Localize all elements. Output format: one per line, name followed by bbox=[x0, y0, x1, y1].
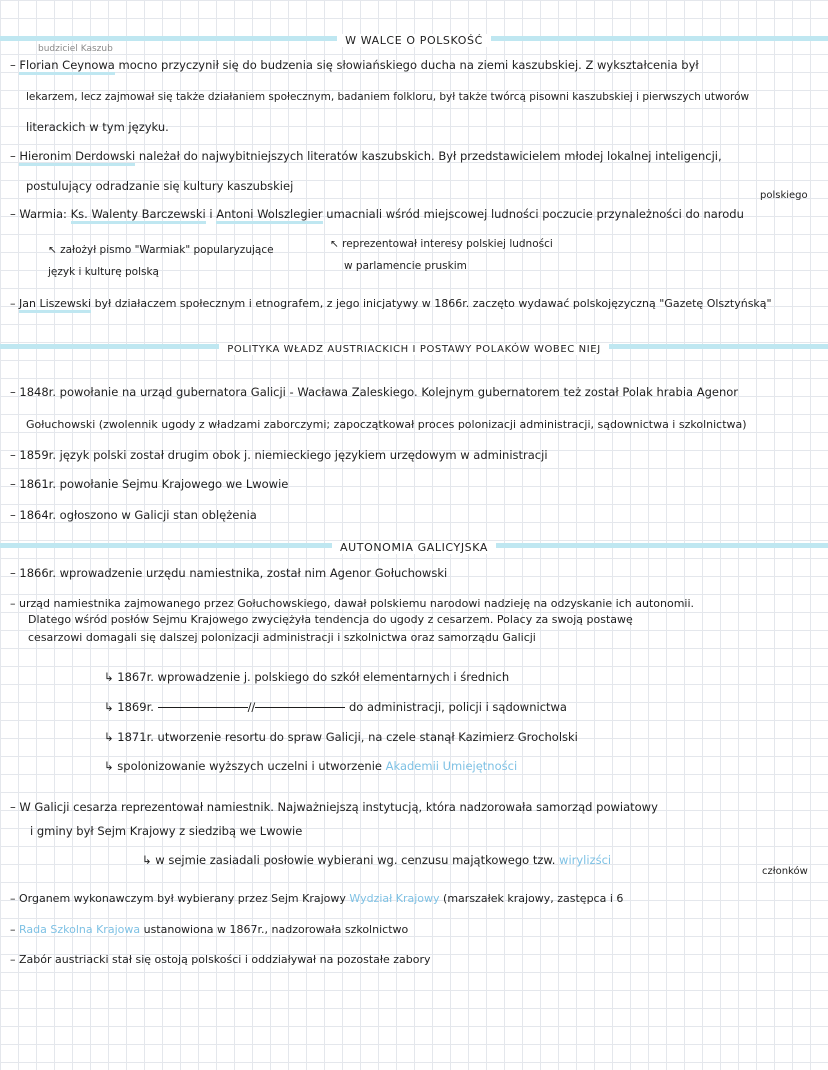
s3-c-text-3: Zabór austriacki stał się ostoją polskości i oddziaływał na pozostałe zabory bbox=[19, 953, 431, 966]
ditto-mark: // bbox=[247, 700, 256, 714]
heading-text: POLITYKA WŁADZ AUSTRIACKICH I POSTAWY POLAKÓW WOBEC NIEJ bbox=[219, 344, 609, 355]
s2-line-5: – 1864r. ogłoszono w Galicji stan oblężenia bbox=[10, 508, 257, 522]
arrow-item-1: ↳ 1867r. wprowadzenie j. polskiego do szkół elementarnych i średnich bbox=[104, 670, 510, 684]
heading-text: W WALCE O POLSKOŚĆ bbox=[337, 34, 491, 47]
s2-line-4: – 1861r. powołanie Sejmu Krajowego we Lwowie bbox=[10, 477, 289, 491]
note-left-2: język i kulturę polską bbox=[48, 266, 159, 278]
section-heading-w-walce bbox=[0, 28, 828, 50]
note-budziciel: budziciel Kaszub bbox=[38, 44, 113, 54]
note-left-text-1: założył pismo "Warmiak" popularyzujące bbox=[60, 244, 274, 256]
arrow-item-3: ↳ 1871r. utworzenie resortu do spraw Galicji, na czele stanął Kazimierz Grocholski bbox=[104, 730, 578, 744]
hieronim-line-1: – Hieronim Derdowski należał do najwybitniejszych literatów kaszubskich. Był przedstawicielem młodej lokalnej inteligencji, bbox=[10, 148, 722, 164]
s3-c-text-2: ustanowiona w 1867r., nadzorowała szkolnictwo bbox=[143, 923, 409, 936]
s3-c-line-1: – Organem wykonawczym był wybierany przez Sejm Krajowy Wydział Krajowy (marszałek krajowy, zastępca i 6 bbox=[10, 892, 624, 905]
ditto-line bbox=[255, 707, 345, 708]
section-heading-autonomia bbox=[0, 535, 828, 557]
s3-c-text-1-post: (marszałek krajowy, zastępca i 6 bbox=[443, 892, 624, 905]
warmia-label: Warmia: bbox=[19, 207, 67, 221]
s3-line-1: – 1866r. wprowadzenie urzędu namiestnika, został nim Agenor Gołuchowski bbox=[10, 566, 448, 580]
arrow-item-4: ↳ spolonizowanie wyższych uczelni i utworzenie Akademii Umiejętności bbox=[104, 759, 518, 773]
s3-c-line-2: – Rada Szkolna Krajowa ustanowiona w 1867r., nadzorowała szkolnictwo bbox=[10, 923, 409, 936]
ditto-line bbox=[158, 707, 248, 708]
wirylisci-term: wirylizści bbox=[559, 853, 612, 867]
s3-line-3: Dlatego wśród posłów Sejmu Krajowego zwyciężyła tendencja do ugody z cesarzem. Polacy za swoją postawę bbox=[28, 613, 633, 626]
florian-text-1: mocno przyczynił się do budzenia się słowiańskiego ducha na ziemi kaszubskiej. Z wykształcenia był bbox=[118, 58, 699, 72]
arrow-text-3: 1871r. utworzenie resortu do spraw Galicji, na czele stanął Kazimierz Grocholski bbox=[117, 730, 578, 744]
hieronim-line-2: postulujący odradzanie się kultury kaszubskiej bbox=[26, 179, 294, 193]
arrow-item-2: ↳ 1869r. // do administracji, policji i sądownictwa bbox=[104, 700, 567, 714]
hieronim-text-1: należał do najwybitniejszych literatów kaszubskich. Był przedstawicielem młodej lokalnej inteligencji, bbox=[138, 149, 722, 163]
s3-text-2: urząd namiestnika zajmowanego przez Gołuchowskiego, dawał polskiemu narodowi nadzieję na odzyskanie ich autonomii. bbox=[19, 597, 695, 610]
florian-line-2: lekarzem, lecz zajmował się także działaniem społecznym, badaniem folkloru, był także twórcą pisowni kaszubskiej i pierwszych utworów bbox=[26, 91, 750, 103]
s3-line-4: cesarzowi domagali się dalszej polonizacji administracji i szkolnictwa oraz samorządu Galicji bbox=[28, 631, 536, 644]
arrow-text-2: do administracji, policji i sądownictwa bbox=[348, 700, 567, 714]
warmia-text: umacniali wśród miejscowej ludności poczucie przynależności do narodu bbox=[326, 207, 744, 221]
jan-line: – Jan Liszewski był działaczem społecznym i etnografem, z jego inicjatywy w 1866r. zaczęto wydawać polskojęzyczną "Gazetę Olsztyńską" bbox=[10, 296, 772, 312]
s2-text-5: 1864r. ogłoszono w Galicji stan oblężenia bbox=[19, 508, 257, 522]
s3-b-text-3: w sejmie zasiadali posłowie wybierani wg. cenzusu majątkowego tzw. bbox=[155, 853, 556, 867]
arrow-text-4: spolonizowanie wyższych uczelni i utworzenie bbox=[117, 759, 382, 773]
s3-text-1: 1866r. wprowadzenie urzędu namiestnika, został nim Agenor Gołuchowski bbox=[19, 566, 448, 580]
s3-c-text-1: Organem wykonawczym był wybierany przez Sejm Krajowy bbox=[19, 892, 346, 905]
arrow-text-1: 1867r. wprowadzenie j. polskiego do szkół elementarnych i średnich bbox=[117, 670, 510, 684]
s2-line-3: – 1859r. język polski został drugim obok j. niemieckiego językiem urzędowym w administracji bbox=[10, 448, 548, 462]
s2-line-1: – 1848r. powołanie na urząd gubernatora Galicji - Wacława Zaleskiego. Kolejnym gubernatorem też został Polak hrabia Agenor bbox=[10, 385, 739, 399]
s3-b-line-2: i gminy był Sejm Krajowy z siedzibą we Lwowie bbox=[30, 824, 303, 838]
arrow-year-2: 1869r. bbox=[117, 700, 154, 714]
florian-line-3: literackich w tym języku. bbox=[26, 120, 169, 134]
note-right-2: w parlamencie pruskim bbox=[344, 260, 467, 272]
note-left-1: ↖ założył pismo "Warmiak" popularyzujące bbox=[48, 244, 274, 256]
s2-text-1: 1848r. powołanie na urząd gubernatora Galicji - Wacława Zaleskiego. Kolejnym gubernatorem też został Polak hrabia Agenor bbox=[19, 385, 739, 399]
akademia-term: Akademii Umiejętności bbox=[385, 759, 518, 773]
rada-term: Rada Szkolna Krajowa bbox=[19, 923, 141, 936]
s2-text-4: 1861r. powołanie Sejmu Krajowego we Lwowie bbox=[19, 477, 289, 491]
wolszlegier-name: Antoni Wolszlegier bbox=[216, 207, 322, 224]
s3-c-line-3: – Zabór austriacki stał się ostoją polskości i oddziaływał na pozostałe zabory bbox=[10, 953, 431, 966]
s3-b-text-1: W Galicji cesarza reprezentował namiestnik. Najważniejszą instytucją, która nadzorowała samorząd powiatowy bbox=[19, 800, 658, 814]
hieronim-name: Hieronim Derdowski bbox=[19, 149, 135, 166]
florian-line-1: – Florian Ceynowa mocno przyczynił się do budzenia się słowiańskiego ducha na ziemi kaszubskiej. Z wykształcenia był bbox=[10, 57, 699, 73]
s2-text-3: 1859r. język polski został drugim obok j. niemieckiego językiem urzędowym w administracji bbox=[19, 448, 548, 462]
s3-line-2: – urząd namiestnika zajmowanego przez Gołuchowskiego, dawał polskiemu narodowi nadzieję na odzyskanie ich autonomii. bbox=[10, 597, 695, 610]
jan-text: był działaczem społecznym i etnografem, z jego inicjatywy w 1866r. zaczęto wydawać polskojęzyczną "Gazetę Olsztyńską" bbox=[94, 297, 772, 310]
warmia-line: – Warmia: Ks. Walenty Barczewski i Antoni Wolszlegier umacniali wśród miejscowej ludności poczucie przynależności do narodu bbox=[10, 206, 744, 222]
s2-line-2: Gołuchowski (zwolennik ugody z władzami zaborczymi; zapoczątkował proces polonizacji administracji, sądownictwa i szkolnictwa) bbox=[26, 418, 747, 431]
barczewski-name: Ks. Walenty Barczewski bbox=[71, 207, 206, 224]
section-heading-polityka bbox=[0, 336, 828, 358]
conjunction-i: i bbox=[209, 207, 213, 221]
note-polskiego: polskiego bbox=[760, 190, 808, 201]
note-right-1: ↖ reprezentował interesy polskiej ludności bbox=[330, 238, 553, 250]
florian-name: Florian Ceynowa bbox=[19, 58, 114, 75]
wydzial-term: Wydział Krajowy bbox=[349, 892, 440, 905]
note-czlonkow: członków bbox=[762, 866, 808, 877]
s3-b-line-3: ↳ w sejmie zasiadali posłowie wybierani wg. cenzusu majątkowego tzw. wirylizści bbox=[142, 853, 612, 867]
note-right-text-1: reprezentował interesy polskiej ludności bbox=[342, 238, 553, 250]
s3-b-line-1: – W Galicji cesarza reprezentował namiestnik. Najważniejszą instytucją, która nadzorowała samorząd powiatowy bbox=[10, 800, 658, 814]
jan-name: Jan Liszewski bbox=[19, 297, 91, 313]
heading-text: AUTONOMIA GALICYJSKA bbox=[332, 541, 496, 554]
